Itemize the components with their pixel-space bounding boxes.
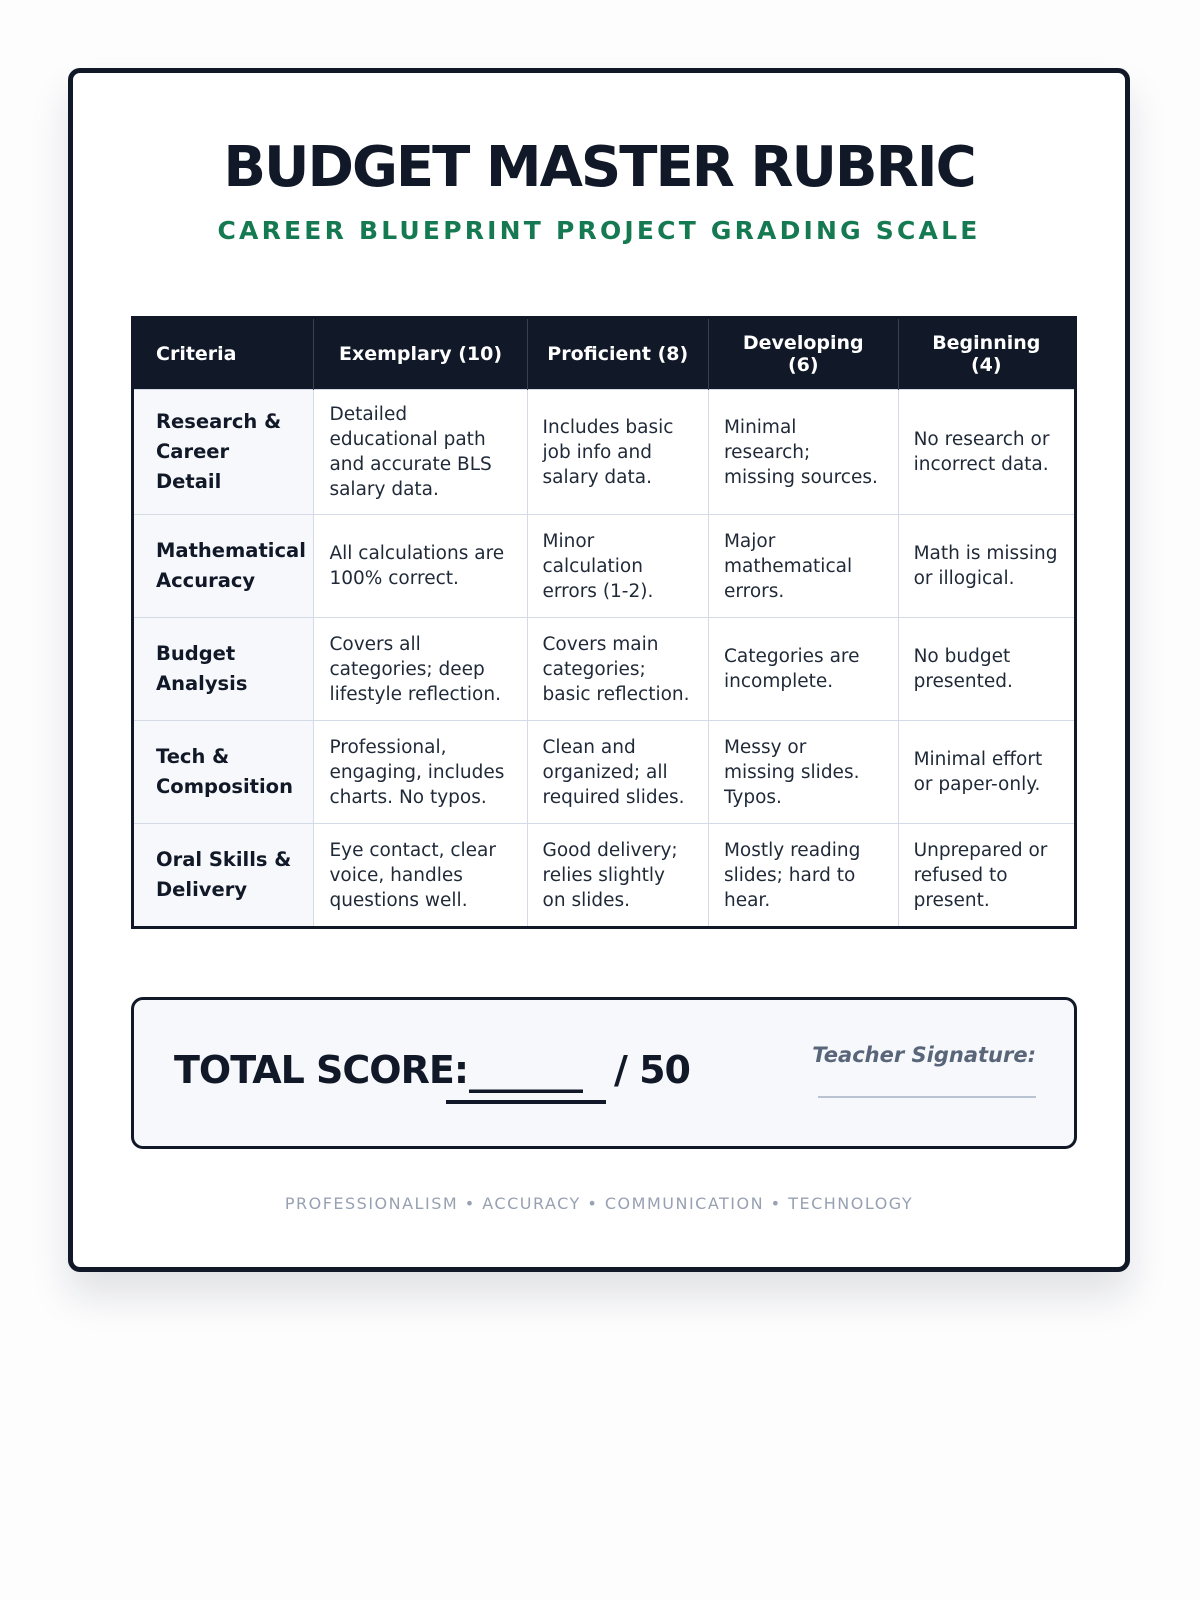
exemplary-cell: Professional, engaging, includes charts. No typos. (314, 721, 527, 824)
criteria-cell: Oral Skills & Delivery (133, 824, 314, 928)
column-header-criteria: Criteria (133, 318, 314, 390)
proficient-cell: Includes basic job info and salary data. (527, 390, 708, 515)
developing-cell: Categories are incomplete. (708, 618, 898, 721)
exemplary-cell: Eye contact, clear voice, handles questions well. (314, 824, 527, 928)
teacher-signature-line (818, 1096, 1036, 1098)
page-title: BUDGET MASTER RUBRIC (223, 135, 975, 200)
beginning-cell: No budget presented. (898, 618, 1075, 721)
criteria-cell: Research & Career Detail (133, 390, 314, 515)
criteria-cell: Mathematical Accuracy (133, 515, 314, 618)
proficient-cell: Good delivery; relies slightly on slides. (527, 824, 708, 928)
exemplary-cell: Covers all categories; deep lifestyle reflection. (314, 618, 527, 721)
column-header-developing: Developing (6) (708, 318, 898, 390)
beginning-cell: Minimal effort or paper-only. (898, 721, 1075, 824)
rubric-table (131, 316, 1077, 929)
column-header-exemplary: Exemplary (10) (314, 318, 527, 390)
footer-values: PROFESSIONALISM • ACCURACY • COMMUNICATION • TECHNOLOGY (284, 1194, 914, 1213)
proficient-cell: Covers main categories; basic reflection. (527, 618, 708, 721)
exemplary-cell: All calculations are 100% correct. (314, 515, 527, 618)
table-row (133, 824, 1076, 928)
proficient-cell: Minor calculation errors (1-2). (527, 515, 708, 618)
criteria-cell: Budget Analysis (133, 618, 314, 721)
table-row (133, 515, 1076, 618)
table-row (133, 390, 1076, 515)
teacher-signature-label: Teacher Signature: (812, 1043, 1036, 1067)
beginning-cell: Math is missing or illogical. (898, 515, 1075, 618)
score-box (131, 997, 1077, 1149)
criteria-cell: Tech & Composition (133, 721, 314, 824)
developing-cell: Minimal research; missing sources. (708, 390, 898, 515)
page-subtitle: CAREER BLUEPRINT PROJECT GRADING SCALE (217, 216, 981, 245)
total-score-label: TOTAL SCORE: (174, 1048, 469, 1092)
developing-cell: Messy or missing slides. Typos. (708, 721, 898, 824)
rubric-card (68, 68, 1130, 1272)
proficient-cell: Clean and organized; all required slides. (527, 721, 708, 824)
column-header-beginning: Beginning (4) (898, 318, 1075, 390)
exemplary-cell: Detailed educational path and accurate BLS salary data. (314, 390, 527, 515)
developing-cell: Major mathematical errors. (708, 515, 898, 618)
total-score-max: / 50 (614, 1048, 690, 1092)
column-header-proficient: Proficient (8) (527, 318, 708, 390)
beginning-cell: No research or incorrect data. (898, 390, 1075, 515)
table-row (133, 618, 1076, 721)
beginning-cell: Unprepared or refused to present. (898, 824, 1075, 928)
developing-cell: Mostly reading slides; hard to hear. (708, 824, 898, 928)
total-score-blank: ______ (446, 1048, 606, 1104)
table-row (133, 721, 1076, 824)
table-header-row (133, 318, 1076, 390)
